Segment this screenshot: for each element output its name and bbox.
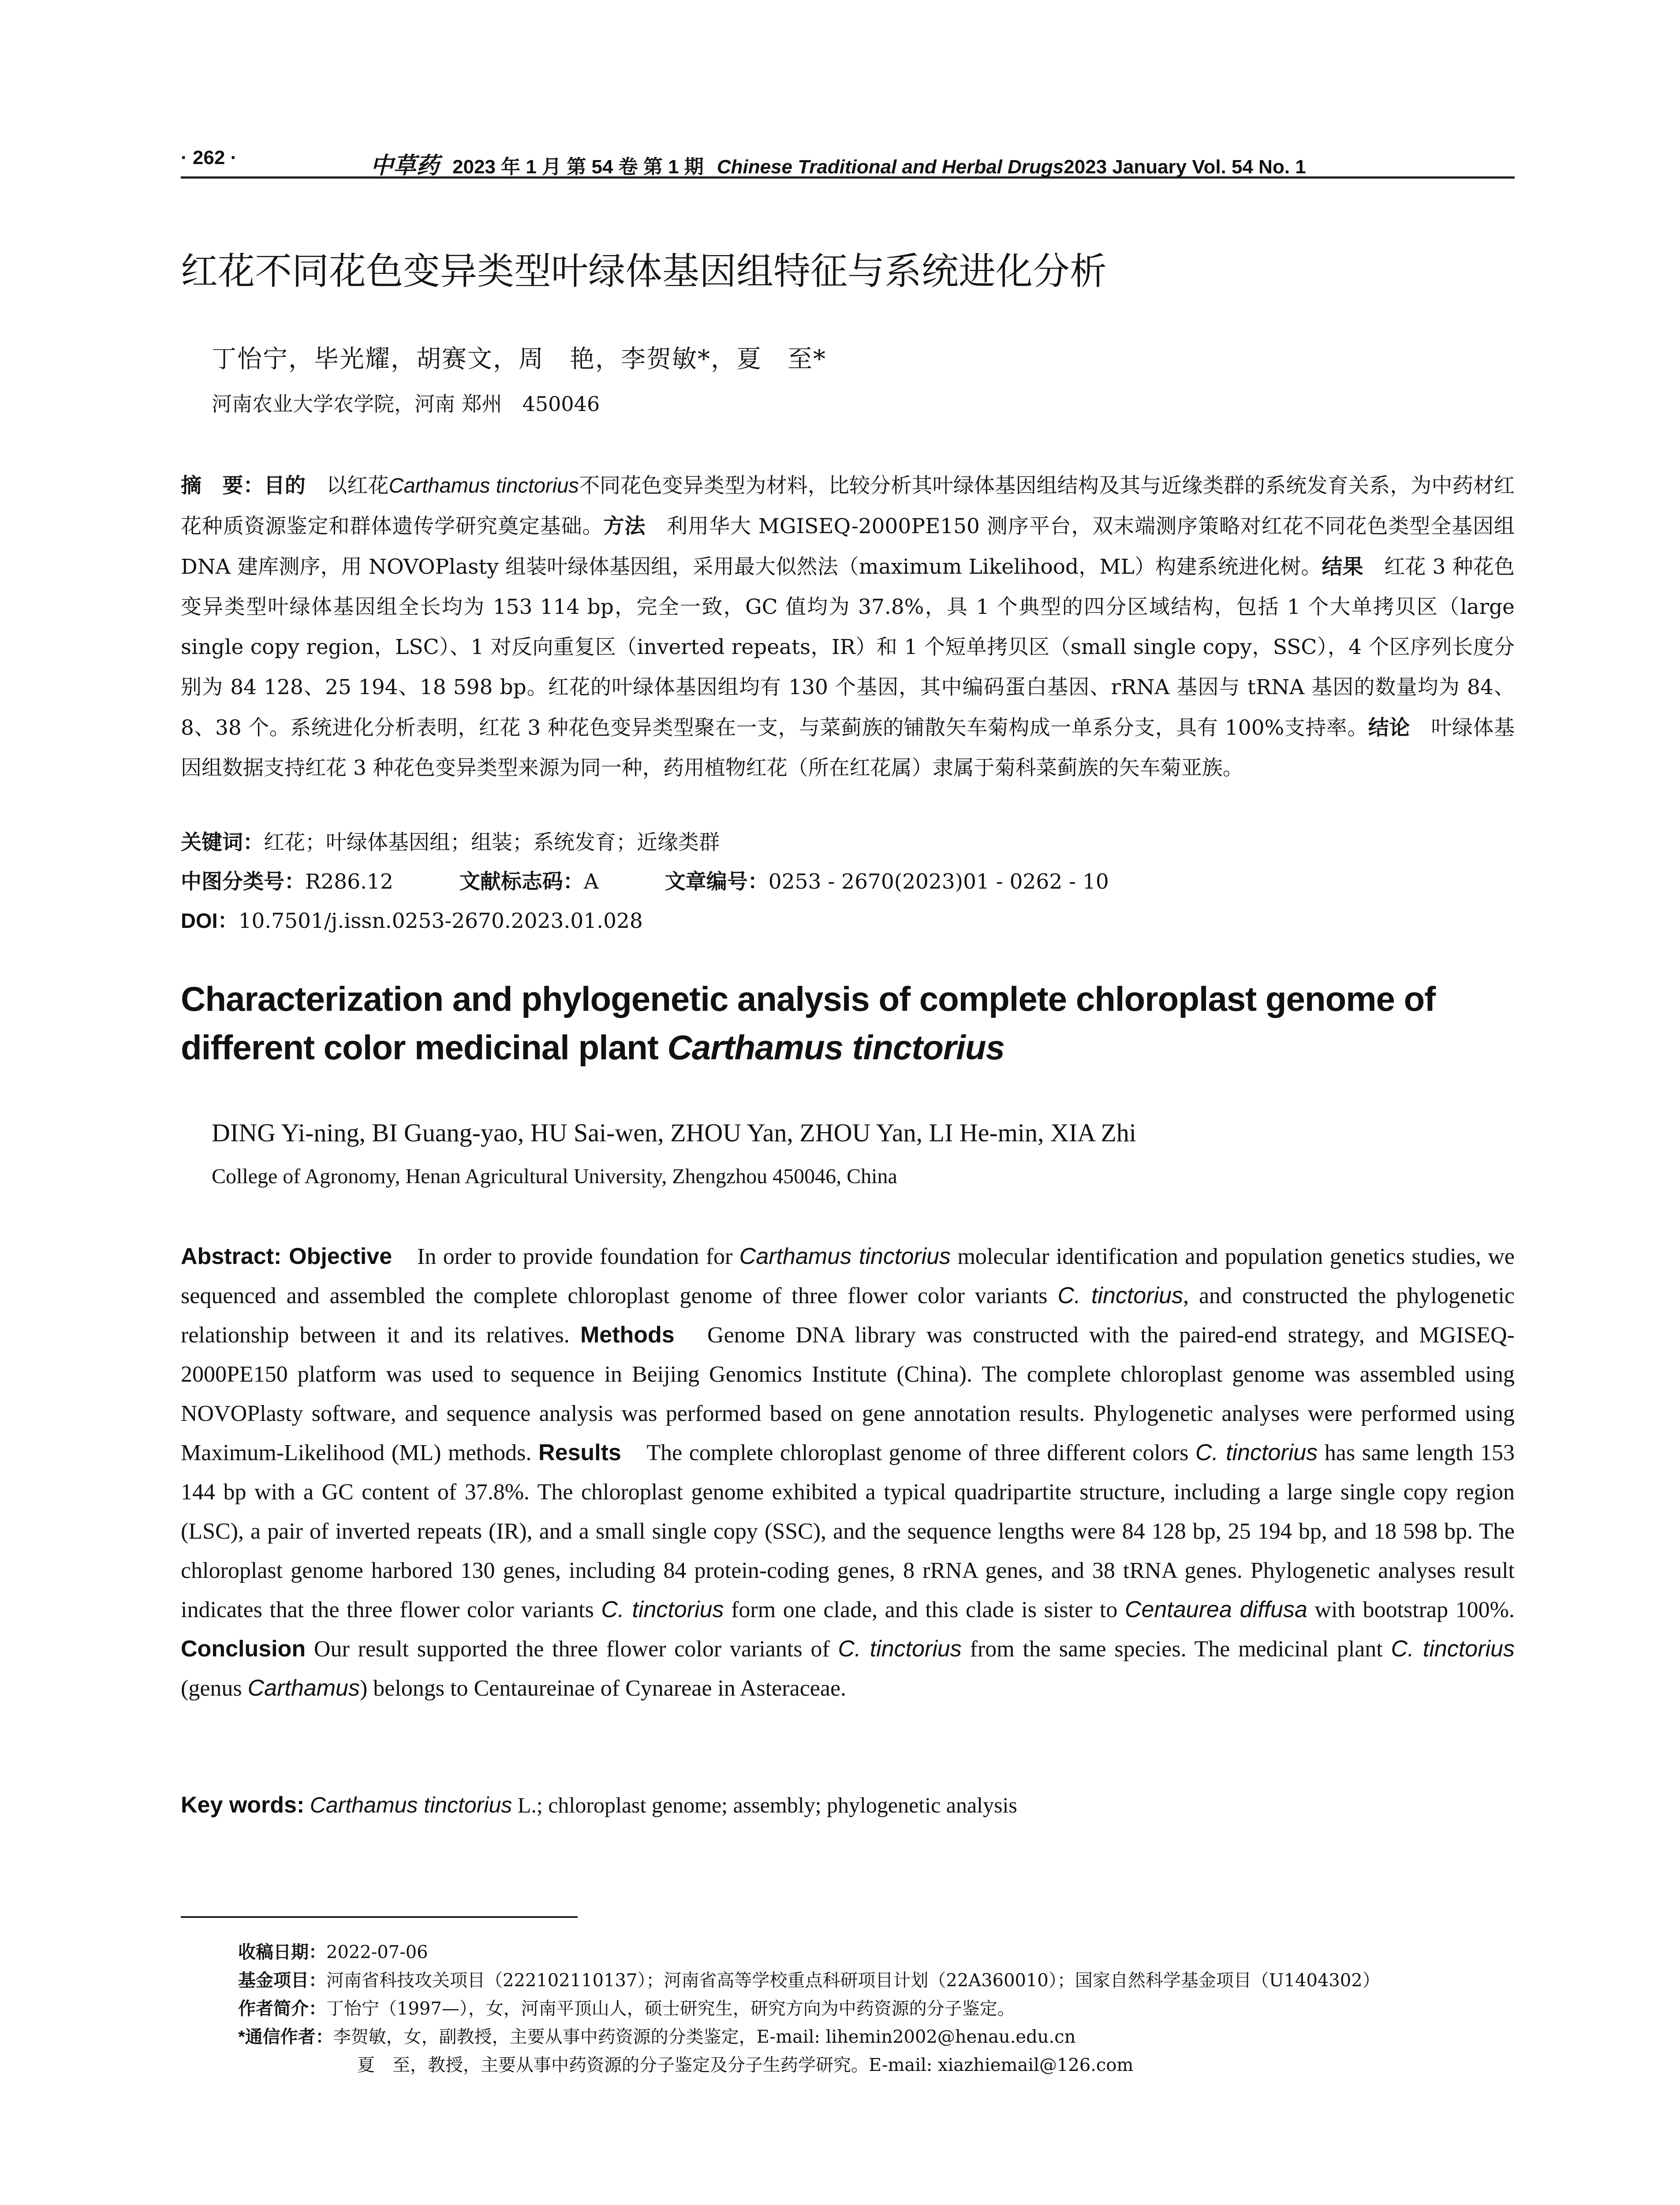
keywords-label: Key words: — [181, 1792, 305, 1818]
results-label: Results — [538, 1440, 621, 1465]
species-name: C. tinctorius — [1195, 1440, 1318, 1465]
conclusion-text: ) belongs to Centaureinae of Cynareae in Asteraceae. — [359, 1676, 847, 1701]
doi-value: 10.7501/j.issn.0253-2670.2023.01.028 — [238, 909, 643, 933]
footnote-corresponding-2 — [238, 2051, 1517, 2079]
doc-code-value: A — [583, 870, 599, 894]
objective-text: molecular identification and population genetics studies, we sequenced and assembled the complete chloroplast genome of three flower color variants — [181, 1244, 1515, 1308]
conclusion-text: Our result supported the three flower color variants of — [306, 1637, 838, 1662]
species-name: C. tinctorius — [1391, 1636, 1515, 1662]
page-number: · 262 · — [181, 147, 237, 168]
corresponding-label: *通信作者： — [238, 2027, 333, 2047]
chinese-abstract — [181, 465, 1515, 788]
abstract-label: 摘 要： — [181, 474, 264, 497]
article-no-label: 文章编号： — [665, 870, 769, 893]
conclusion-label: 结论 — [1368, 716, 1410, 739]
footnote-divider — [181, 1916, 578, 1918]
chinese-keywords — [181, 826, 720, 856]
journal-line — [370, 147, 1306, 180]
objective-text: In order to provide foundation for — [392, 1244, 739, 1269]
doc-code-label: 文献标志码： — [459, 870, 584, 893]
conclusion-text: from the same species. The medicinal plant — [961, 1637, 1391, 1662]
results-label: 结果 — [1322, 555, 1363, 578]
english-title-text: Characterization and phylogenetic analysis of complete chloroplast genome of different color medicinal plant — [181, 979, 1436, 1067]
chinese-title: 红花不同花色变异类型叶绿体基因组特征与系统进化分析 — [181, 250, 1107, 293]
clc-value: R286.12 — [305, 870, 393, 894]
footnote-author — [238, 1995, 1517, 2023]
doi-line — [181, 904, 643, 934]
footnote-fund — [238, 1966, 1517, 1995]
species-name: C. tinctorius — [1057, 1283, 1183, 1308]
running-header — [181, 143, 1515, 179]
results-text: The complete chloroplast genome of three different colors — [621, 1440, 1195, 1465]
abstract-objective-label: Abstract: Objective — [181, 1244, 392, 1269]
results-text: has same length 153 144 bp with a GC content of 37.8%. The chloroplast genome exhibited a typical quadripartite structure, including a large single copy region (LSC), a pair of inverted repeats (IR), and a small single copy (SSC), and the sequence lengths were 84 128 bp, 25 194 bp, and 18 598 bp. The chloroplast genome harbored 130 genes, including 84 protein-coding genes, 8 rRNA genes, and 38 tRNA genes. Phylogenetic analyses result indicates that the three flower color variants — [181, 1440, 1515, 1622]
journal-name-cn: 中草药 — [370, 152, 440, 179]
corresponding-author-1: 李贺敏，女，副教授，主要从事中药资源的分类鉴定，E-mail: lihemin2002@henau.edu.cn — [333, 2027, 1076, 2047]
conclusion-text: 叶绿体基因组数据支持红花 3 种花色变异类型来源为同一种，药用植物红花（所在红花属）隶属于菊科菜蓟族的矢车菊亚族。 — [181, 716, 1515, 780]
keywords-text: 红花；叶绿体基因组；组装；系统发育；近缘类群 — [264, 830, 720, 855]
conclusion-text: (genus — [181, 1676, 248, 1701]
chinese-affiliation: 河南农业大学农学院，河南 郑州 450046 — [212, 392, 600, 416]
english-keywords — [181, 1792, 1515, 1818]
objective-text: 不同花色变异类型为材料，比较分析其叶绿体基因组结构及其与近缘类群的系统发育关系，为中药材红花种质资源鉴定和群体遗传学研究奠定基础。 — [181, 474, 1515, 538]
english-abstract — [181, 1237, 1515, 1708]
english-authors: DING Yi-ning, BI Guang-yao, HU Sai-wen, ZHOU Yan, ZHOU Yan, LI He-min, XIA Zhi — [212, 1118, 1136, 1147]
fund-text: 河南省科技攻关项目（222102110137）；河南省高等学校重点科研项目计划（22A360010）；国家自然科学基金项目（U1404302） — [326, 1970, 1380, 1991]
footnote-received — [238, 1938, 1517, 1966]
article-no-value: 0253 - 2670(2023)01 - 0262 - 10 — [768, 870, 1109, 894]
keywords-label: 关键词： — [181, 830, 264, 854]
author-bio-text: 丁怡宁（1997—），女，河南平顶山人，硕士研究生，研究方向为中药资源的分子鉴定。 — [326, 1999, 1015, 2019]
methods-text: 利用华大 MGISEQ-2000PE150 测序平台，双末端测序策略对红花不同花色类型全基因组 DNA 建库测序，用 NOVOPlasty 组装叶绿体基因组，采用最大似然法（maximum Likelihood，ML）构建系统进化树。 — [181, 514, 1515, 579]
footnote-corresponding — [238, 2023, 1517, 2051]
results-text: 红花 3 种花色变异类型叶绿体基因组全长均为 153 114 bp，完全一致，GC 值均为 37.8%，具 1 个典型的四分区域结构，包括 1 个大单拷贝区（large single copy region，LSC）、1 对反向重复区（inverted repeats，IR）和 1 个短单拷贝区（small single copy，SSC），4 个区序列长度分别为 84 128、25 194、18 598 bp。红花的叶绿体基因组均有 130 个基因，其中编码蛋白基因、rRNA 基因与 tRNA 基因的数量均为 84、8、38 个。系统进化分析表明，红花 3 种花色变异类型聚在一支，与菜蓟族的铺散矢车菊构成一单系分支，具有 100%支持率。 — [181, 555, 1515, 740]
footnotes — [238, 1938, 1517, 2079]
issue-en: 2023 January Vol. 54 No. 1 — [1064, 156, 1306, 178]
species-name: C. tinctorius — [838, 1636, 962, 1662]
methods-text: Genome DNA library was constructed with the paired-end strategy, and MGISEQ-2000PE150 platform was used to sequence in Beijing Genomics Institute (China). The complete chloroplast genome was assembled using NOVOPlasty software, and sequence analysis was performed based on gene annotation results. Phylogenetic analyses were performed using Maximum-Likelihood (ML) methods. — [181, 1323, 1515, 1465]
english-title — [181, 975, 1515, 1072]
classification-line — [181, 865, 1109, 895]
results-text: with bootstrap 100%. — [1307, 1597, 1515, 1622]
species-name: Centaurea diffusa — [1124, 1597, 1307, 1622]
species-name: Carthamus tinctorius — [310, 1793, 512, 1817]
objective-text: , and constructed the phylogenetic relationship between it and its relatives. — [181, 1283, 1515, 1348]
results-text: form one clade, and this clade is sister to — [724, 1597, 1125, 1622]
received-label: 收稿日期： — [238, 1943, 326, 1962]
clc-label: 中图分类号： — [181, 870, 305, 893]
species-name: Carthamus tinctorius — [739, 1244, 951, 1269]
methods-label: 方法 — [603, 514, 646, 538]
chinese-authors: 丁怡宁，毕光耀，胡赛文，周 艳，李贺敏*，夏 至* — [212, 345, 826, 374]
english-title-species: Carthamus tinctorius — [667, 1028, 1004, 1067]
received-date: 2022-07-06 — [326, 1942, 428, 1962]
species-name: Carthamus tinctorius — [388, 474, 579, 497]
genus-name: Carthamus — [247, 1675, 360, 1701]
doi-label: DOI： — [181, 909, 239, 932]
issue-cn: 2023 年 1 月 第 54 卷 第 1 期 — [452, 156, 704, 178]
author-bio-label: 作者简介： — [238, 1999, 326, 2018]
methods-label: Methods — [580, 1322, 675, 1348]
conclusion-label: Conclusion — [181, 1636, 306, 1662]
objective-text: 以红花 — [305, 474, 389, 498]
species-name: C. tinctorius — [601, 1597, 724, 1622]
objective-label: 目的 — [264, 474, 306, 497]
corresponding-author-2: 夏 至，教授，主要从事中药资源的分子鉴定及分子生药学研究。E-mail: xiazhiemail@126.com — [357, 2055, 1134, 2075]
english-affiliation: College of Agronomy, Henan Agricultural University, Zhengzhou 450046, China — [212, 1165, 897, 1188]
fund-label: 基金项目： — [238, 1971, 326, 1990]
keywords-text: L.; chloroplast genome; assembly; phylogenetic analysis — [512, 1793, 1017, 1817]
journal-name-en: Chinese Traditional and Herbal Drugs — [717, 156, 1064, 178]
